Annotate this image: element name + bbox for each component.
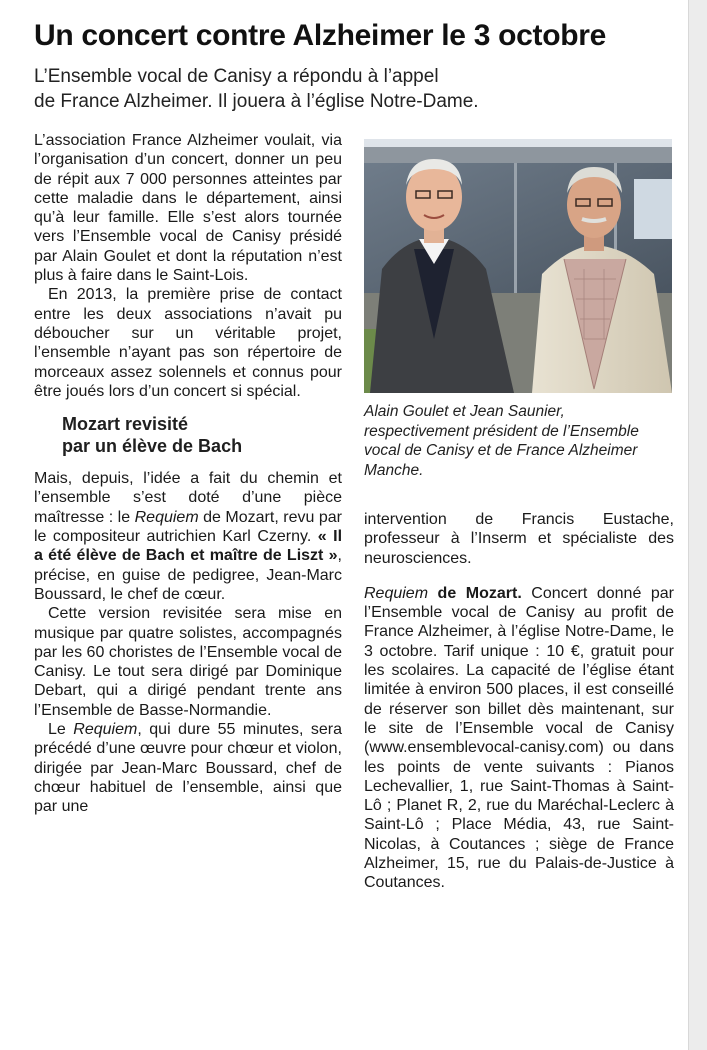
- subheading-line-1: Mozart revisité: [62, 414, 189, 435]
- practical-info: [364, 584, 674, 893]
- page-edge: [689, 0, 707, 1050]
- spacer: [364, 568, 674, 584]
- paragraph-5-text-a: Le: [48, 721, 74, 739]
- article-title: Un concert contre Alzheimer le 3 octobre: [34, 19, 607, 52]
- paragraph-2: En 2013, la première prise de contact entre les deux associations n’avait pu déboucher sur un véritable projet, l’ensemble n’ayant pas son répertoire de morceaux assez solennels et connus pour être joués lors d’un concert si spécial.: [34, 286, 342, 400]
- paragraph-3-text-c: , précise, en guise de pedigree, Jean-Marc Boussard, le chef de cœur.: [34, 547, 342, 603]
- article-subtitle: [34, 64, 654, 114]
- photo-two-men: [364, 139, 672, 393]
- article-column-left: [34, 131, 342, 817]
- article-photo: [364, 139, 672, 393]
- paragraph-4: Cette version revisitée sera mise en musique par quatre solistes, accompagnés par les 60 choristes de l’Ensemble vocal de Canisy. Le tout sera dirigé par Dominique Debart, qui a dirigé pendant trente ans l’Ensemble de Basse-Normandie.: [34, 605, 342, 719]
- info-text: Concert donné par l’Ensemble vocal de Canisy au profit de France Alzheimer, à l’église Notre-Dame, le 3 octobre. Tarif unique : 10 €, gratuit pour les scolaires. La capacité de l’église étant limitée à environ 500 places, il est conseillé de réserver son billet dès maintenant, sur le site de l’Ensemble vocal de Canisy (www.ensemblevocal-canisy.com) ou dans les points de vente suivants : Pianos Lechevallier, 1, rue Saint-Thomas à Saint-Lô ; Planet R, 2, rue du Maréchal-Leclerc à Saint-Lô ; Place Média, 43, rue Saint-Nicolas, à Coutances ; siège de France Alzheimer, 15, rue du Palais-de-Justice à Coutances.: [364, 584, 674, 892]
- paragraph-5-text-b: , qui dure 55 minutes, sera précédé d’une œuvre pour chœur et violon, dirigée par Jean-Marc Boussard, chef de chœur habituel de l’ensemble, ainsi que par une: [34, 721, 342, 816]
- paragraph-5: [34, 720, 342, 816]
- paragraph-1: L’association France Alzheimer voulait, via l’organisation d’un concert, donner un peu de répit aux 7 000 personnes atteintes par cette maladie dans le département, ainsi qu’à leur famille. Elle s’est alors tournée vers l’Ensemble vocal de Canisy présidé par Alain Goulet et dont la réputation n’est plus à faire dans le Saint-Lois.: [34, 132, 342, 285]
- quote-bold: « Il a été élève de Bach et maître de Liszt »: [34, 528, 343, 565]
- article-column-right: [364, 510, 674, 893]
- paragraph-right-1: intervention de Francis Eustache, professeur à l’Inserm et spécialiste des neurosciences.: [364, 511, 674, 567]
- subtitle-line-1: L’Ensemble vocal de Canisy a répondu à l’appel: [34, 66, 439, 87]
- subtitle-line-2: de France Alzheimer. Il jouera à l’église Notre-Dame.: [34, 91, 479, 112]
- info-requiem-italic: Requiem: [364, 584, 429, 602]
- subheading-line-2: par un élève de Bach: [62, 436, 243, 457]
- paragraph-3: [34, 469, 342, 604]
- paragraph-3-text-b: de Mozart, revu par le compositeur autrichien Karl Czerny.: [34, 508, 343, 546]
- photo-caption: Alain Goulet et Jean Saunier, respectivement président de l’Ensemble vocal de Canisy et de France Alzheimer Manche.: [364, 403, 639, 479]
- requiem-italic: Requiem: [134, 508, 199, 526]
- requiem-italic-2: Requiem: [73, 721, 138, 739]
- info-mozart-bold: de Mozart.: [428, 584, 522, 602]
- paragraph-3-text-a: Mais, depuis, l’idée a fait du chemin et l’ensemble s’est doté d’une pièce maîtresse : le: [34, 470, 342, 526]
- section-subheading: [34, 401, 342, 457]
